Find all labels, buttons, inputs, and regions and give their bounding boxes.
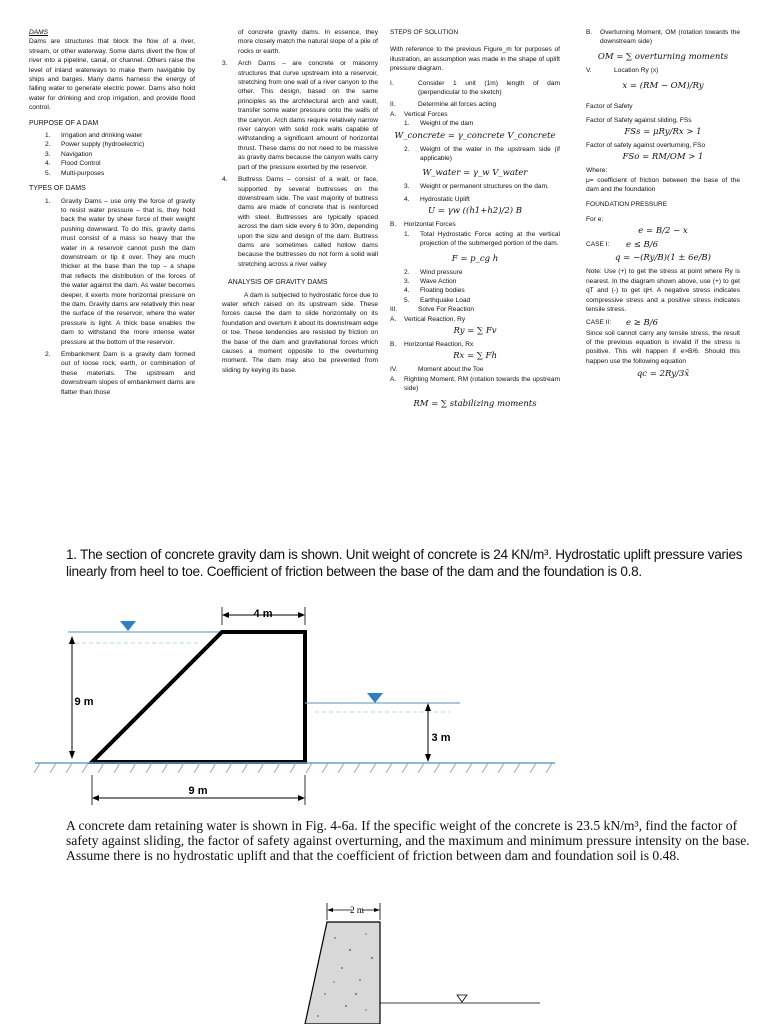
total-hydrostatic: Total Hydrostatic Force acting at the vertical projection of the submerged portion of the dam. [420,230,560,248]
purpose-heading: PURPOSE OF A DAM [29,119,99,127]
eq-rm: RM = ∑ stabilizing moments [413,398,537,409]
eq-e: e = B/2 − x [638,226,688,237]
purpose-item: Power supply (hydroelectric) [61,141,145,149]
problem-1-text: 1. The section of concrete gravity dam is shown. Unit weight of concrete is 24 KN/m³. Hydrostatic uplift pressure varies linearly from heel to toe. Coefficient of friction between the base of the dam and the foundation is 0.8. [66,547,743,579]
dams-title: DAMS [29,29,49,36]
where-label: Where: [586,167,608,175]
embankment-dam-text: Embankment Dam is a gravity dam formed out of loose rock, earth, or combination of these materials. The upstream and downstream slopes of embankment dams are flatter than those [61,351,195,396]
embankment-cont: of concrete gravity dams. In essence, they more closely match the natural slope of a pile of rocks or earth. [238,29,378,55]
base-width-label: 9 m [188,785,208,797]
tensile-note: Since soil cannot carry any tensile stress, the result of the previous equation is invalid if the stress is positive. This will happen if e>B/6. Should this happen use the following equation [586,329,740,365]
eq-rx: Rx = ∑ Fh [453,351,497,362]
eq-w-water: W_water = γ_w V_water [422,168,528,179]
eq-qc: qc = 2Ry/3x̄ [636,369,690,380]
righting-moment: Righting Moment, RM (rotation towards the upstream side) [404,375,560,393]
weight-dam: Weight of the dam [420,120,474,128]
steps-heading: STEPS OF SOLUTION [390,29,459,36]
arch-dam-text: Arch Dams – are concrete or masonry structures that curve upstream into a reservoir, stretching from one wall of a river canyon to the other. This design, based on the same principles as the architectural arch and vault, transfer some water pressure onto the walls of the canyon. Arch dams require relatively narrow river canyon with solid rock walls capable of withstanding a significant amount of horizontal thrust. These dams do not need to be massive as gravity dams because the canyon walls carry part of the pressure exerted by the reservoir. [238,60,378,171]
purpose-item: Irrigation and drinking water [61,132,143,140]
eq-ry: Ry = ∑ Fv [453,325,497,336]
eq-uplift: U = γw ((h1+h2)/2) B [427,206,523,217]
weight-water: Weight of the water in the upstream side (if applicable) [420,145,560,163]
analysis-heading: ANALYSIS OF GRAVITY DAMS [228,279,328,287]
vertical-forces: Vertical Forces [404,110,448,118]
step-2: Determine all forces acting [418,101,497,109]
fs-overturning: Factor of safety against overturning, FSo [586,142,706,150]
column-2: of concrete gravity dams. In essence, they more closely match the natural slope of a pile of rocks or earth. 3. Arch Dams – are concrete or masonry structures that curve upstream into a reservoir, stretching from one wall of a river canyon to the other. This design, based on the same principles as the architectural arch and vault, transfer some water pressure onto the walls of the canyon. Arch dams require relatively narrow river canyon with solid rock walls capable of withstanding a significant amount of horizontal thrust. These dams do not need to be massive as gravity dams because the canyon walls carry part of the pressure exerted by the reservoir. 4. Buttress Dams – consist of a wall, or face, supported by several buttresses on the downstream side. The vast majority of buttress dams are made of concrete that is reinforced with steel. Buttresses are typically spaced across the dam side every 6 to 30m, depending upon the size and design of the dam. Buttress dams are sometimes called hollow dams because the buttresses do not form a solid wall stretching across a river valley ANALYSIS OF GRAVITY DAMS A dam is subjected to hydrostatic force due to water which raised on its upstream side. These forces cause the dam to slide horizontally on its foundation and overturn it about its downstream edge or toe. These tendencies are resisted by friction on the base of the dam and gravitational forces which causes a moment opposite to the overturning moment. The dam may also be prevented from sliding by keying its base. [222,29,378,374]
purpose-list: 1. Irrigation and drinking water 2. Power supply (hydroelectric) 3. Navigation 4. Flood Control 5. Multi-purposes [45,132,145,177]
dam-height-label: 9 m [74,696,94,708]
for-e: For e: [586,216,604,224]
case-2-label: CASE II: [586,318,612,326]
eq-f: F = p_cg h [451,253,499,264]
top-width-label-2: 2 m [350,905,364,915]
stress-note: Note: Use (+) to get the stress at point where Ry is nearest. In the diagram shown above, use (+) to get qT and (-) to get qH. A negative stress indicates compressive stress and a positive stress indicates tensile stress. [586,268,740,314]
horizontal-reaction: Horizontal Reaction, Rx [404,340,474,348]
analysis-text: A dam is subjected to hydrostatic force due to water which raised on its upstream side. These forces cause the dam to slide horizontally on its foundation and overturn it about its downstream edge or toe. These tendencies are resisted by friction on the base of the dam and gravitational forces which causes a moment opposite to the overturning moment. The dam may also be prevented from sliding by keying its base. [222,291,378,374]
eq-fso: FSo = RM/OM > 1 [622,152,704,163]
step-3: Solve For Reaction [418,306,475,314]
eq-om: OM = ∑ overturning moments [597,51,729,62]
case-1-label: CASE I: [586,241,610,249]
tailwater-level-icon [367,693,383,703]
case-2-cond: e ≥ B/6 [626,317,659,328]
wave: Wave Action [420,277,457,285]
vertical-reaction: Vertical Reaction, Ry [404,315,466,323]
column-4: B. Overturning Moment, OM (rotation towards the downstream side) OM = ∑ overturning moments V. Location Ry (x) x = (RM − OM)/Ry Factor of Safety Factor of Safety against sliding, FSs FSs = μRy/Rx > 1 Factor of safety against overturning, FSo FSo = RM/OM > 1 Where: μ= coefficient of friction between the base of the dam and the foundation FOUNDATION PRESSURE For e: e = B/2 − x CASE I: e ≤ B/6 q = −(Ry/B)(1 ± 6e/B) Note: Use (+) to get the stress at point where Ry is nearest. In the diagram shown above, use (+) to get qT and (-) to get qH. A negative stress indicates compressive stress and a positive stress indicates tensile stress. CASE II: e ≥ B/6 Since soil cannot carry any tensile stress, the result of the previous equation is invalid if the stress is positive. This will happen if e>B/6. Should this happen use the following equation qc = 2Ry/3x̄ [586,29,740,380]
case-1-cond: e ≤ B/6 [626,240,659,251]
water-level-icon [120,621,136,631]
column-1: DAMS Dams are structures that block the flow of a river, stream, or other waterway. Some dams divert the flow of river into a pipeline, canal, or channel. Others raise the level of inland waterways to make them navigable by ships and barges. Many dams harness the energy of falling water to generate electric power. Dams also hold water for drinking and crop irrigation, and provide flood control. PURPOSE OF A DAM 1. Irrigation and drinking water 2. Power supply (hydroelectric) 3. Navigation 4. Flood Control 5. Multi-purposes TYPES OF DAMS 1. Gravity Dams – use only the force of gravity to resist water pressure – that is, they hold back the water by sheer force of their weight pushing downward. To do this, gravity dams must consist of a mass so heavy that the water in a reservoir cannot push the dam downstream or tip it over. They are much thicker at the base than the top – a shape that reflects the distribution of the forces of the water against the dam. As water becomes deeper, it exerts more horizontal pressure on the dam. Gravity dams are relatively thin near the surface of the reservoir, where the water pressure is light. A thick base enables the dam to withstand the more intense water pressure at the bottom of the reservoir. 2. Embankment Dam is a gravity dam formed out of loose rock, earth, or combination of these materials. The upstream and downstream slopes of embankment dams are flatter than those [29,29,195,396]
mu-definition: μ= coefficient of friction between the base of the dam and the foundation [586,176,740,194]
purpose-item: Navigation [61,150,93,158]
horizontal-forces: Horizontal Forces [404,221,456,229]
uplift: Hydrostatic Uplift [420,195,470,203]
buttress-dam-text: Buttress Dams – consist of a wall, or face, supported by several buttresses on the downstream side. The vast majority of buttress dams are made of concrete that is reinforced with steel. Buttresses are typically spaced across the dam side every 6 to 30m, depending upon the size and design of the dam. Buttress dams are sometimes called hollow dams because the buttresses do not form a solid wall stretching across a river valley [238,176,378,268]
tailwater-depth-label: 3 m [431,732,451,744]
dam-section [92,632,305,762]
foundation-heading: FOUNDATION PRESSURE [586,200,668,208]
dams-intro: Dams are structures that block the flow of a river, stream, or other waterway. Some dams divert the flow of river into a pipeline, canal, or channel. Others raise the level of inland waterways to make them navigable by ships and barges. Many dams harness the energy of falling water to generate electric power. Dams also hold water for drinking and crop irrigation, and provide flood control. [29,38,195,112]
concrete-dam-diagram [0,898,768,1024]
water-level-icon-2 [457,995,467,1002]
step-4: Moment about the Toe [418,366,484,374]
gravity-dam-diagram [0,595,768,810]
fs-sliding: Factor of Safety against sliding, FSs [586,116,692,124]
eq-fss: FSs = μRy/Rx > 1 [624,127,702,138]
step-1: Consider 1 unit (1m) length of dam (perpendicular to the sketch) [418,79,560,97]
column-3: STEPS OF SOLUTION With reference to the previous Figure_m for purposes of illustration, an assumption was made in the shape of uplift pressure diagram. I. Consider 1 unit (1m) length of dam (perpendicular to the sketch) II. Determine all forces acting A. Vertical Forces 1. Weight of the dam W_concrete = γ_concrete V_concrete 2. Weight of the water in the upstream side (if applicable) W_water = γ_w V_water 3. Weight or permanent structures on the dam. 4. Hydrostatic Uplift U = γw ((h1+h2)/2) B B. Horizontal Forces 1. Total Hydrostatic Force acting at the vertical projection of the submerged portion of the dam. F = p_cg h 2. Wind pressure 3. Wave Action 4. Floating bodies 5. Earthquake Load III. Solve For Reaction A. Vertical Reaction, Ry Ry = ∑ Fv B. Horizontal Reaction, Rx Rx = ∑ Fh IV. Moment about the Toe A. Righting Moment, RM (rotation towards the upstream side) RM = ∑ stabilizing moments [390,29,560,409]
top-width-label: 4 m [253,608,273,620]
floating: Floating bodies [420,287,465,295]
eq-w-concrete: W_concrete = γ_concrete V_concrete [394,130,556,141]
location-ry: Location Ry (x) [614,66,659,74]
purpose-item: Flood Control [61,160,101,168]
weight-structures: Weight or permanent structures on the dam. [420,183,549,191]
wind: Wind pressure [420,268,463,276]
purpose-item: Multi-purposes [61,169,105,177]
eq-x: x = (RM − OM)/Ry [622,81,704,92]
gravity-dam-text: Gravity Dams – use only the force of gravity to resist water pressure – that is, they hold back the water by sheer force of their weight pushing downward. To do this, gravity dams must consist of a mass so heavy that the water in a reservoir cannot push the dam downstream or tip it over. They are much thicker at the base than the top – a shape that reflects the distribution of the forces of the water against the dam. As water becomes deeper, it exerts more horizontal pressure on the dam. Gravity dams are relatively thin near the surface of the reservoir, where the water pressure is light. A thick base enables the dam to withstand the more intense water pressure at the bottom of the reservoir. [61,197,195,346]
dam-body [305,922,380,1024]
overturning-moment: Overturning Moment, OM (rotation towards the downstream side) [600,29,740,46]
earthquake: Earthquake Load [420,296,471,304]
fs-heading: Factor of Safety [586,103,633,111]
steps-intro: With reference to the previous Figure_m for purposes of illustration, an assumption was made in the shape of uplift pressure diagram. [390,46,560,73]
eq-q: q = −(Ry/B)(1 ± 6e/B) [615,253,711,264]
problem-2-text: A concrete dam retaining water is shown in Fig. 4-6a. If the specific weight of the concrete is 23.5 kN/m³, find the factor of safety against sliding, the factor of safety against overturning, and the maximum and minimum pressure intensity on the base. Assume there is no hydrostatic uplift and that the coefficient of friction between dam and foundation soil is 0.48. [66,818,750,863]
types-heading: TYPES OF DAMS [29,185,86,193]
